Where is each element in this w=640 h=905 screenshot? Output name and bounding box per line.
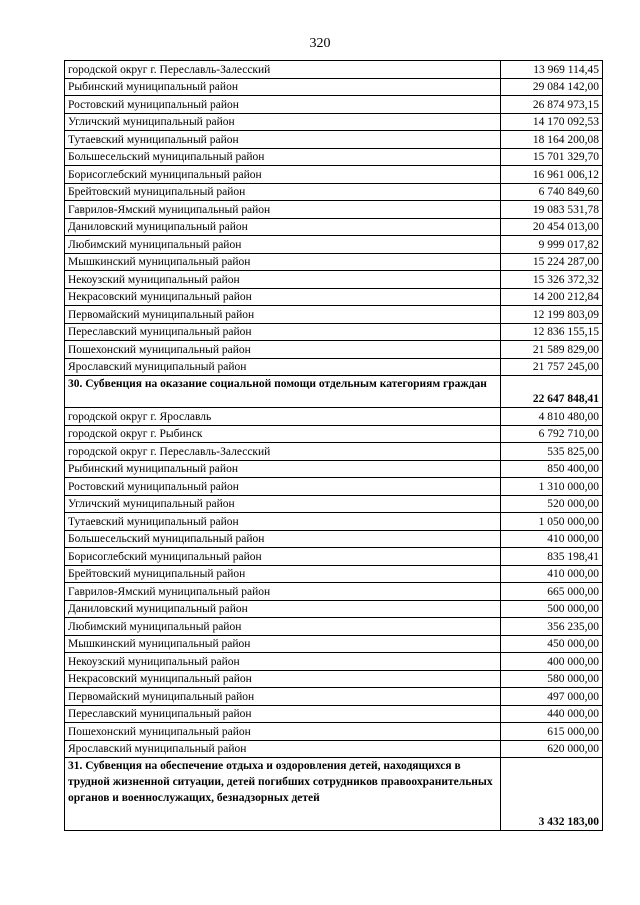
subvention-amount: 15 326 372,32: [501, 271, 603, 289]
table-row: [65, 288, 603, 306]
municipality-name: Большесельский муниципальный район: [65, 530, 501, 548]
table-row: [65, 670, 603, 688]
municipality-name: Мышкинский муниципальный район: [65, 253, 501, 271]
municipality-name: Переславский муниципальный район: [65, 323, 501, 341]
table-row: [65, 236, 603, 254]
subvention-amount: 410 000,00: [501, 565, 603, 583]
subvention-amount: 4 810 480,00: [501, 408, 603, 426]
subvention-amount: 26 874 973,15: [501, 96, 603, 114]
subvention-amount: 13 969 114,45: [501, 61, 603, 79]
table-row: [65, 460, 603, 478]
subvention-amount: 1 050 000,00: [501, 513, 603, 531]
table-row: [65, 565, 603, 583]
subvention-amount: 21 589 829,00: [501, 341, 603, 359]
municipality-name: Гаврилов-Ямский муниципальный район: [65, 583, 501, 601]
municipality-name: Угличский муниципальный район: [65, 495, 501, 513]
subvention-amount: 19 083 531,78: [501, 201, 603, 219]
municipality-name: Некоузский муниципальный район: [65, 653, 501, 671]
subvention-amount: 18 164 200,08: [501, 131, 603, 149]
municipality-name: Ростовский муниципальный район: [65, 478, 501, 496]
section-31-header: [65, 758, 603, 831]
municipality-name: Угличский муниципальный район: [65, 113, 501, 131]
table-row: [65, 271, 603, 289]
subvention-amount: 520 000,00: [501, 495, 603, 513]
table-row: [65, 443, 603, 461]
subvention-amount: 12 199 803,09: [501, 306, 603, 324]
table-row: [65, 78, 603, 96]
municipality-name: Первомайский муниципальный район: [65, 306, 501, 324]
subvention-amount: 6 792 710,00: [501, 425, 603, 443]
subvention-amount: 15 701 329,70: [501, 148, 603, 166]
subvention-amount: 12 836 155,15: [501, 323, 603, 341]
table-row: [65, 218, 603, 236]
municipality-name: Некоузский муниципальный район: [65, 271, 501, 289]
subvention-amount: 21 757 245,00: [501, 358, 603, 376]
municipality-name: Ростовский муниципальный район: [65, 96, 501, 114]
table-row: [65, 635, 603, 653]
table-row: [65, 653, 603, 671]
section-heading-row: [65, 376, 603, 408]
municipality-name: Ярославский муниципальный район: [65, 358, 501, 376]
municipality-name: городской округ г. Рыбинск: [65, 425, 501, 443]
table-row: [65, 166, 603, 184]
municipality-name: Даниловский муниципальный район: [65, 218, 501, 236]
table-section-part2: [65, 408, 603, 758]
municipality-name: Даниловский муниципальный район: [65, 600, 501, 618]
table-section-part1: [65, 61, 603, 376]
subvention-amount: 615 000,00: [501, 723, 603, 741]
section-30-title: 30. Субвенция на оказание социальной помощи отдельным категориям граждан: [65, 376, 501, 408]
municipality-name: Рыбинский муниципальный район: [65, 460, 501, 478]
subvention-amount: 1 310 000,00: [501, 478, 603, 496]
section-30-header: [65, 376, 603, 408]
subvention-amount: 9 999 017,82: [501, 236, 603, 254]
municipality-name: Переславский муниципальный район: [65, 705, 501, 723]
section-31-total: 3 432 183,00: [501, 758, 603, 831]
municipality-name: Брейтовский муниципальный район: [65, 565, 501, 583]
table-row: [65, 131, 603, 149]
table-row: [65, 408, 603, 426]
table-row: [65, 740, 603, 758]
subvention-amount: 356 235,00: [501, 618, 603, 636]
municipality-name: Рыбинский муниципальный район: [65, 78, 501, 96]
subvention-amount: 497 000,00: [501, 688, 603, 706]
table-row: [65, 600, 603, 618]
municipality-name: Ярославский муниципальный район: [65, 740, 501, 758]
subvention-amount: 580 000,00: [501, 670, 603, 688]
subvention-amount: 620 000,00: [501, 740, 603, 758]
municipality-name: Тутаевский муниципальный район: [65, 513, 501, 531]
table-row: [65, 478, 603, 496]
table-row: [65, 495, 603, 513]
table-row: [65, 201, 603, 219]
table-row: [65, 358, 603, 376]
table-row: [65, 148, 603, 166]
subvention-amount: 665 000,00: [501, 583, 603, 601]
municipality-name: городской округ г. Переславль-Залесский: [65, 443, 501, 461]
subvention-amount: 440 000,00: [501, 705, 603, 723]
table-row: [65, 425, 603, 443]
table-row: [65, 96, 603, 114]
table-row: [65, 723, 603, 741]
subvention-amount: 29 084 142,00: [501, 78, 603, 96]
table-row: [65, 705, 603, 723]
table-row: [65, 253, 603, 271]
table-row: [65, 618, 603, 636]
subvention-table: [64, 60, 603, 831]
municipality-name: Гаврилов-Ямский муниципальный район: [65, 201, 501, 219]
subvention-amount: 535 825,00: [501, 443, 603, 461]
section-31-title: 31. Субвенция на обеспечение отдыха и оздоровления детей, находящихся в трудной жизненной ситуации, детей погибших сотрудников правоохранительных органов и военнослужащих, безнадзорных детей: [65, 758, 501, 831]
municipality-name: Пошехонский муниципальный район: [65, 341, 501, 359]
municipality-name: городской округ г. Ярославль: [65, 408, 501, 426]
subvention-amount: 6 740 849,60: [501, 183, 603, 201]
subvention-amount: 450 000,00: [501, 635, 603, 653]
municipality-name: Некрасовский муниципальный район: [65, 288, 501, 306]
table-row: [65, 61, 603, 79]
municipality-name: Любимский муниципальный район: [65, 236, 501, 254]
municipality-name: Любимский муниципальный район: [65, 618, 501, 636]
table-row: [65, 341, 603, 359]
table-row: [65, 113, 603, 131]
subvention-amount: 20 454 013,00: [501, 218, 603, 236]
municipality-name: Борисоглебский муниципальный район: [65, 166, 501, 184]
municipality-name: Борисоглебский муниципальный район: [65, 548, 501, 566]
table-row: [65, 183, 603, 201]
section-heading-row: [65, 758, 603, 831]
municipality-name: Пошехонский муниципальный район: [65, 723, 501, 741]
municipality-name: Тутаевский муниципальный район: [65, 131, 501, 149]
subvention-amount: 850 400,00: [501, 460, 603, 478]
subvention-amount: 14 200 212,84: [501, 288, 603, 306]
table-row: [65, 583, 603, 601]
table-row: [65, 688, 603, 706]
subvention-amount: 500 000,00: [501, 600, 603, 618]
subvention-amount: 15 224 287,00: [501, 253, 603, 271]
table-row: [65, 530, 603, 548]
municipality-name: Большесельский муниципальный район: [65, 148, 501, 166]
municipality-name: Первомайский муниципальный район: [65, 688, 501, 706]
table-row: [65, 548, 603, 566]
municipality-name: Мышкинский муниципальный район: [65, 635, 501, 653]
section-30-total: 22 647 848,41: [501, 376, 603, 408]
subvention-amount: 400 000,00: [501, 653, 603, 671]
subvention-amount: 14 170 092,53: [501, 113, 603, 131]
table-row: [65, 513, 603, 531]
municipality-name: Брейтовский муниципальный район: [65, 183, 501, 201]
table-row: [65, 323, 603, 341]
municipality-name: Некрасовский муниципальный район: [65, 670, 501, 688]
subvention-amount: 410 000,00: [501, 530, 603, 548]
subvention-amount: 16 961 006,12: [501, 166, 603, 184]
municipality-name: городской округ г. Переславль-Залесский: [65, 61, 501, 79]
page-number: 320: [309, 36, 331, 51]
table-row: [65, 306, 603, 324]
subvention-amount: 835 198,41: [501, 548, 603, 566]
